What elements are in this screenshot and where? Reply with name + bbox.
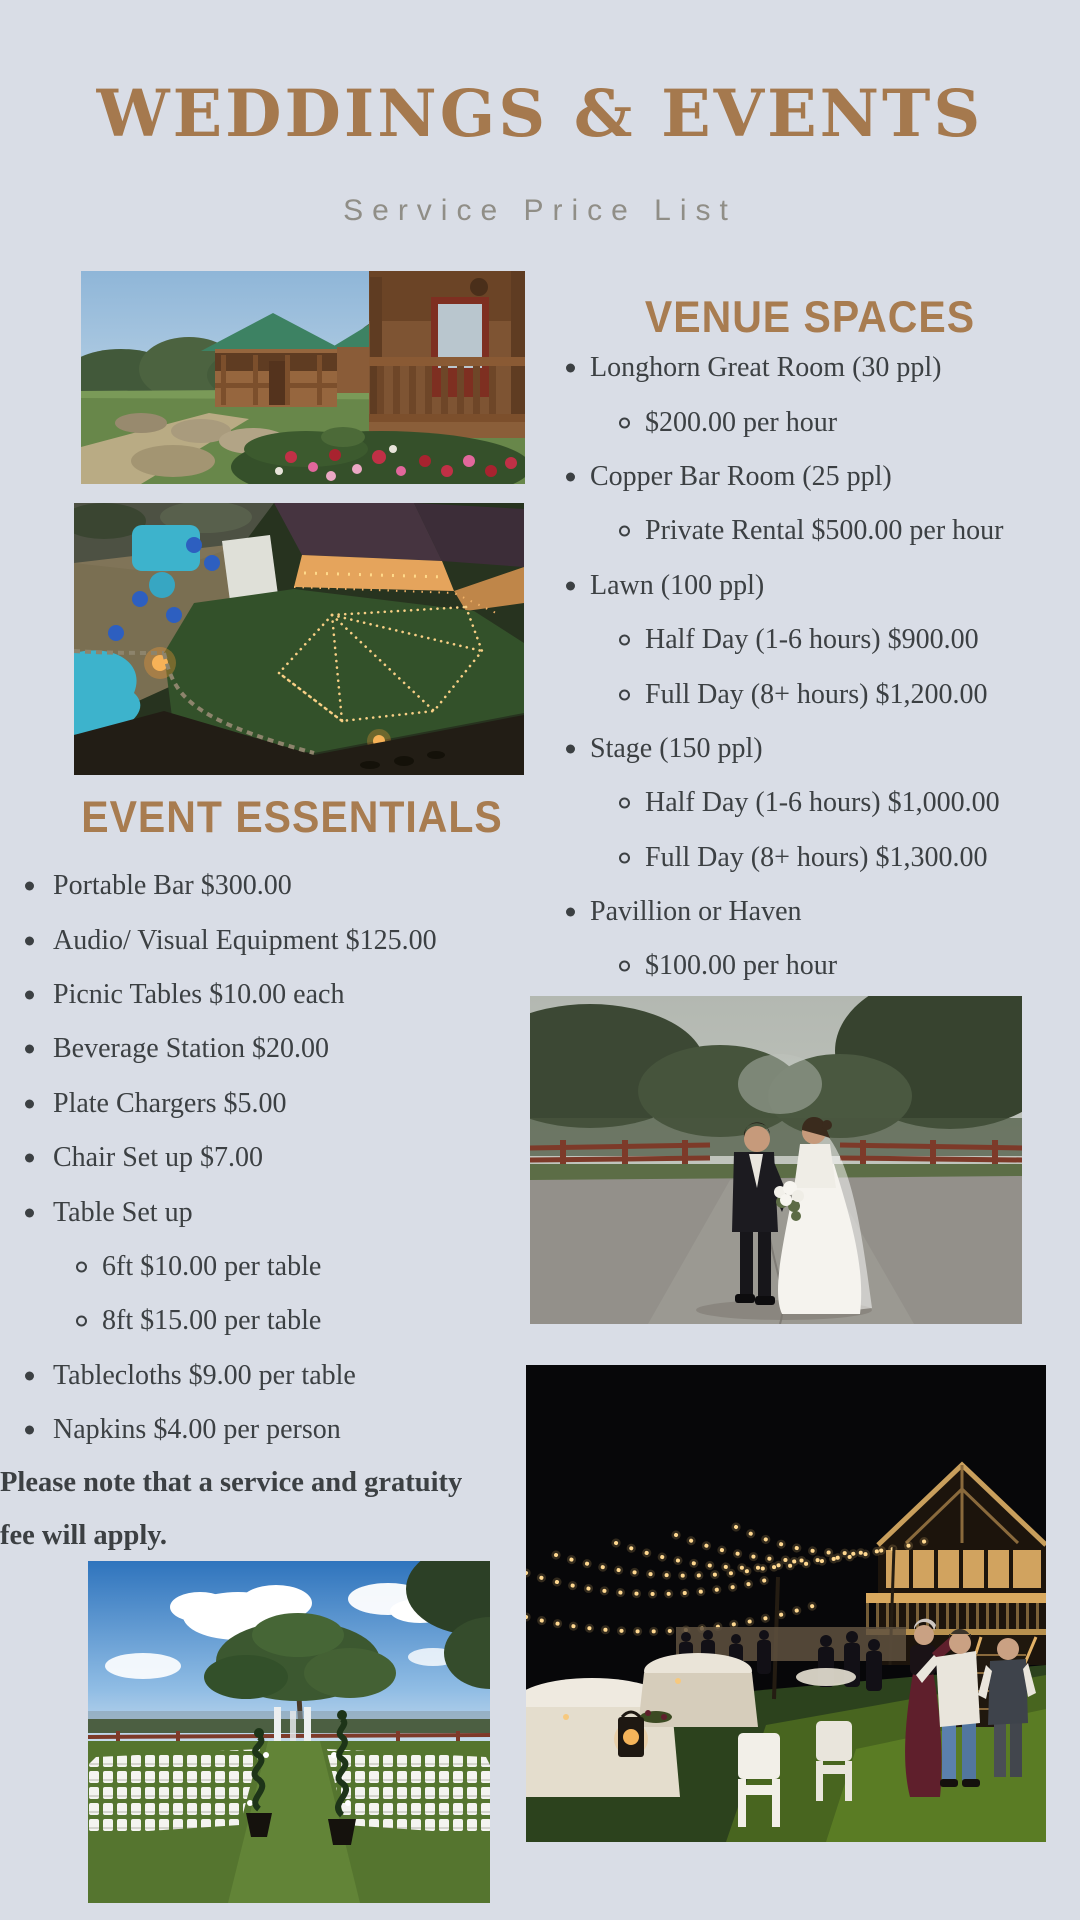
aerial-night-photo	[74, 503, 524, 775]
circle-bullet-icon	[76, 1316, 87, 1327]
bullet-icon	[25, 1045, 34, 1054]
list-item-text: $200.00 per hour	[645, 406, 838, 438]
list-item-text: Chair Set up $7.00	[53, 1142, 263, 1174]
list-item-text: Plate Chargers $5.00	[53, 1087, 287, 1119]
list-item	[540, 450, 1080, 504]
circle-bullet-icon	[619, 798, 630, 809]
service-note-line1: Please note that a service and gratuity	[0, 1467, 463, 1498]
list-subitem	[0, 1240, 540, 1294]
page-subtitle: Service Price List	[343, 194, 737, 227]
list-item-text: Longhorn Great Room (30 ppl)	[590, 352, 942, 384]
list-item-text: Copper Bar Room (25 ppl)	[590, 460, 892, 492]
list-subitem	[540, 613, 1080, 667]
list-subitem	[0, 1294, 540, 1348]
list-item-text: Tablecloths $9.00 per table	[53, 1359, 356, 1391]
event-essentials-heading: EVENT ESSENTIALS	[81, 792, 503, 842]
list-item-text: Full Day (8+ hours) $1,200.00	[645, 678, 988, 710]
list-item-text: Private Rental $500.00 per hour	[645, 515, 1004, 547]
list-item	[0, 1185, 540, 1239]
bride-groom-photo	[530, 996, 1022, 1324]
list-item	[0, 1131, 540, 1185]
bullet-icon	[25, 936, 34, 945]
list-item	[0, 913, 540, 967]
page-title: WEDDINGS & EVENTS	[96, 76, 984, 152]
circle-bullet-icon	[619, 526, 630, 537]
list-item-text: Picnic Tables $10.00 each	[53, 978, 345, 1010]
list-subitem	[540, 395, 1080, 449]
event-essentials-list	[0, 859, 540, 1457]
bullet-icon	[25, 882, 34, 891]
list-subitem	[540, 667, 1080, 721]
bullet-icon	[25, 1426, 34, 1435]
circle-bullet-icon	[619, 852, 630, 863]
list-item	[0, 1349, 540, 1403]
circle-bullet-icon	[619, 635, 630, 646]
circle-bullet-icon	[619, 417, 630, 428]
night-reception-photo-image	[526, 1365, 1046, 1842]
list-item-text: Audio/ Visual Equipment $125.00	[53, 924, 437, 956]
list-subitem	[540, 776, 1080, 830]
list-item	[0, 859, 540, 913]
circle-bullet-icon	[619, 689, 630, 700]
venue-spaces-heading: VENUE SPACES	[644, 292, 976, 342]
list-item	[540, 722, 1080, 776]
venue-spaces-list	[540, 341, 1080, 994]
list-item-text: 6ft $10.00 per table	[102, 1250, 322, 1282]
list-item	[540, 885, 1080, 939]
bullet-icon	[25, 1208, 34, 1217]
bullet-icon	[566, 581, 575, 590]
aerial-night-photo-image	[74, 503, 524, 775]
list-subitem	[540, 939, 1080, 993]
service-note	[0, 1456, 500, 1562]
list-item-text: Table Set up	[53, 1196, 193, 1228]
list-item	[0, 1022, 540, 1076]
bullet-icon	[25, 1099, 34, 1108]
service-note-line2: fee will apply.	[0, 1520, 168, 1551]
cabins-photo-image	[81, 271, 525, 484]
list-item-text: Half Day (1-6 hours) $900.00	[645, 624, 979, 656]
list-item-text: 8ft $15.00 per table	[102, 1305, 322, 1337]
bullet-icon	[566, 364, 575, 373]
night-reception-photo	[526, 1365, 1046, 1842]
list-item	[0, 1403, 540, 1457]
list-item-text: Stage (150 ppl)	[590, 732, 763, 764]
bullet-icon	[25, 990, 34, 999]
bullet-icon	[566, 744, 575, 753]
list-item-text: Full Day (8+ hours) $1,300.00	[645, 841, 988, 873]
list-item-text: Portable Bar $300.00	[53, 870, 292, 902]
list-subitem	[540, 831, 1080, 885]
list-item-text: Beverage Station $20.00	[53, 1033, 330, 1065]
list-item	[0, 968, 540, 1022]
bullet-icon	[566, 908, 575, 917]
bullet-icon	[25, 1154, 34, 1163]
list-item-text: $100.00 per hour	[645, 950, 838, 982]
list-item-text: Half Day (1-6 hours) $1,000.00	[645, 787, 1000, 819]
list-item	[540, 559, 1080, 613]
list-item-text: Napkins $4.00 per person	[53, 1414, 341, 1446]
bullet-icon	[566, 472, 575, 481]
list-item	[540, 341, 1080, 395]
cabins-photo	[81, 271, 525, 484]
list-item-text: Pavillion or Haven	[590, 896, 802, 928]
list-item	[0, 1077, 540, 1131]
ceremony-lawn-photo	[88, 1561, 490, 1903]
list-item-text: Lawn (100 ppl)	[590, 569, 765, 601]
list-subitem	[540, 504, 1080, 558]
bride-groom-photo-image	[530, 996, 1022, 1324]
circle-bullet-icon	[619, 961, 630, 972]
circle-bullet-icon	[76, 1261, 87, 1272]
bullet-icon	[25, 1371, 34, 1380]
ceremony-lawn-photo-image	[88, 1561, 490, 1903]
